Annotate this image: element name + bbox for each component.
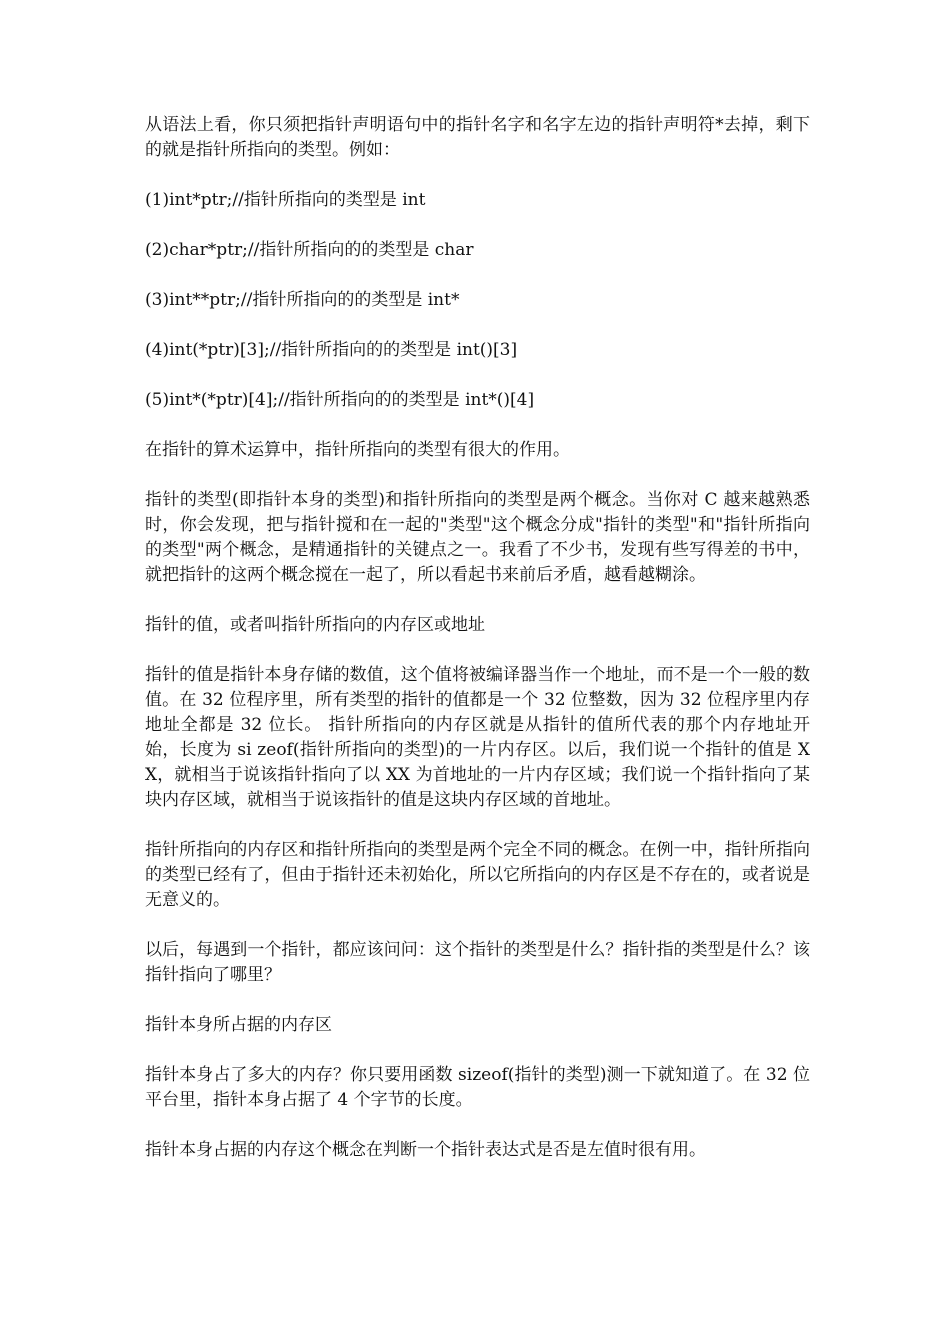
paragraph-memory-vs-type: 指针所指向的内存区和指针所指向的类型是两个完全不同的概念。在例一中，指针所指向的类型已经有了，但由于指针还未初始化，所以它所指向的内存区是不存在的，或者说是无意义的。 (145, 840, 810, 910)
code-example-4: (4)int(*ptr)[3];//指针所指向的的类型是 int()[3] (145, 340, 518, 360)
paragraph-lvalue: 指针本身占据的内存这个概念在判断一个指针表达式是否是左值时很有用。 (145, 1140, 706, 1160)
heading-pointer-memory: 指针本身所占据的内存区 (145, 1015, 332, 1035)
heading-pointer-value: 指针的值，或者叫指针所指向的内存区或地址 (145, 615, 485, 635)
code-example-3: (3)int**ptr;//指针所指向的的类型是 int* (145, 290, 460, 310)
paragraph-pointer-value: 指针的值是指针本身存储的数值，这个值将被编译器当作一个地址，而不是一个一般的数值。在 32 位程序里，所有类型的指针的值都是一个 32 位整数，因为 32 位程序里内存地址全都是 32 位长。 指针所指向的内存区就是从指针的值所代表的那个内存地址开始，长度为 si zeof(指针所指向的类型)的一片内存区。以后，我们说一个指针的值是 XX，就相当于说该指针指向了以 XX 为首地址的一片内存区域；我们说一个指针指向了某块内存区域，就相当于说该指针的值是这块内存区域的首地址。 (145, 665, 810, 810)
code-example-1: (1)int*ptr;//指针所指向的类型是 int (145, 190, 426, 210)
paragraph-two-concepts: 指针的类型(即指针本身的类型)和指针所指向的类型是两个概念。当你对 C 越来越熟悉时，你会发现，把与指针搅和在一起的"类型"这个概念分成"指针的类型"和"指针所指向的类型"两个概念，是精通指针的关键点之一。我看了不少书，发现有些写得差的书中，就把指针的这两个概念搅在一起了，所以看起书来前后矛盾，越看越糊涂。 (145, 490, 810, 585)
paragraph-sizeof: 指针本身占了多大的内存？你只要用函数 sizeof(指针的类型)测一下就知道了。在 32 位平台里，指针本身占据了 4 个字节的长度。 (145, 1065, 810, 1110)
code-example-5: (5)int*(*ptr)[4];//指针所指向的的类型是 int*()[4] (145, 390, 535, 410)
paragraph-questions: 以后，每遇到一个指针，都应该问问：这个指针的类型是什么？指针指的类型是什么？该指针指向了哪里？ (145, 940, 810, 985)
paragraph-arithmetic: 在指针的算术运算中，指针所指向的类型有很大的作用。 (145, 440, 570, 460)
document-page (145, 113, 810, 1188)
code-example-2: (2)char*ptr;//指针所指向的的类型是 char (145, 240, 474, 260)
paragraph-syntax-intro: 从语法上看，你只须把指针声明语句中的指针名字和名字左边的指针声明符*去掉，剩下的就是指针所指向的类型。例如： (145, 115, 810, 160)
